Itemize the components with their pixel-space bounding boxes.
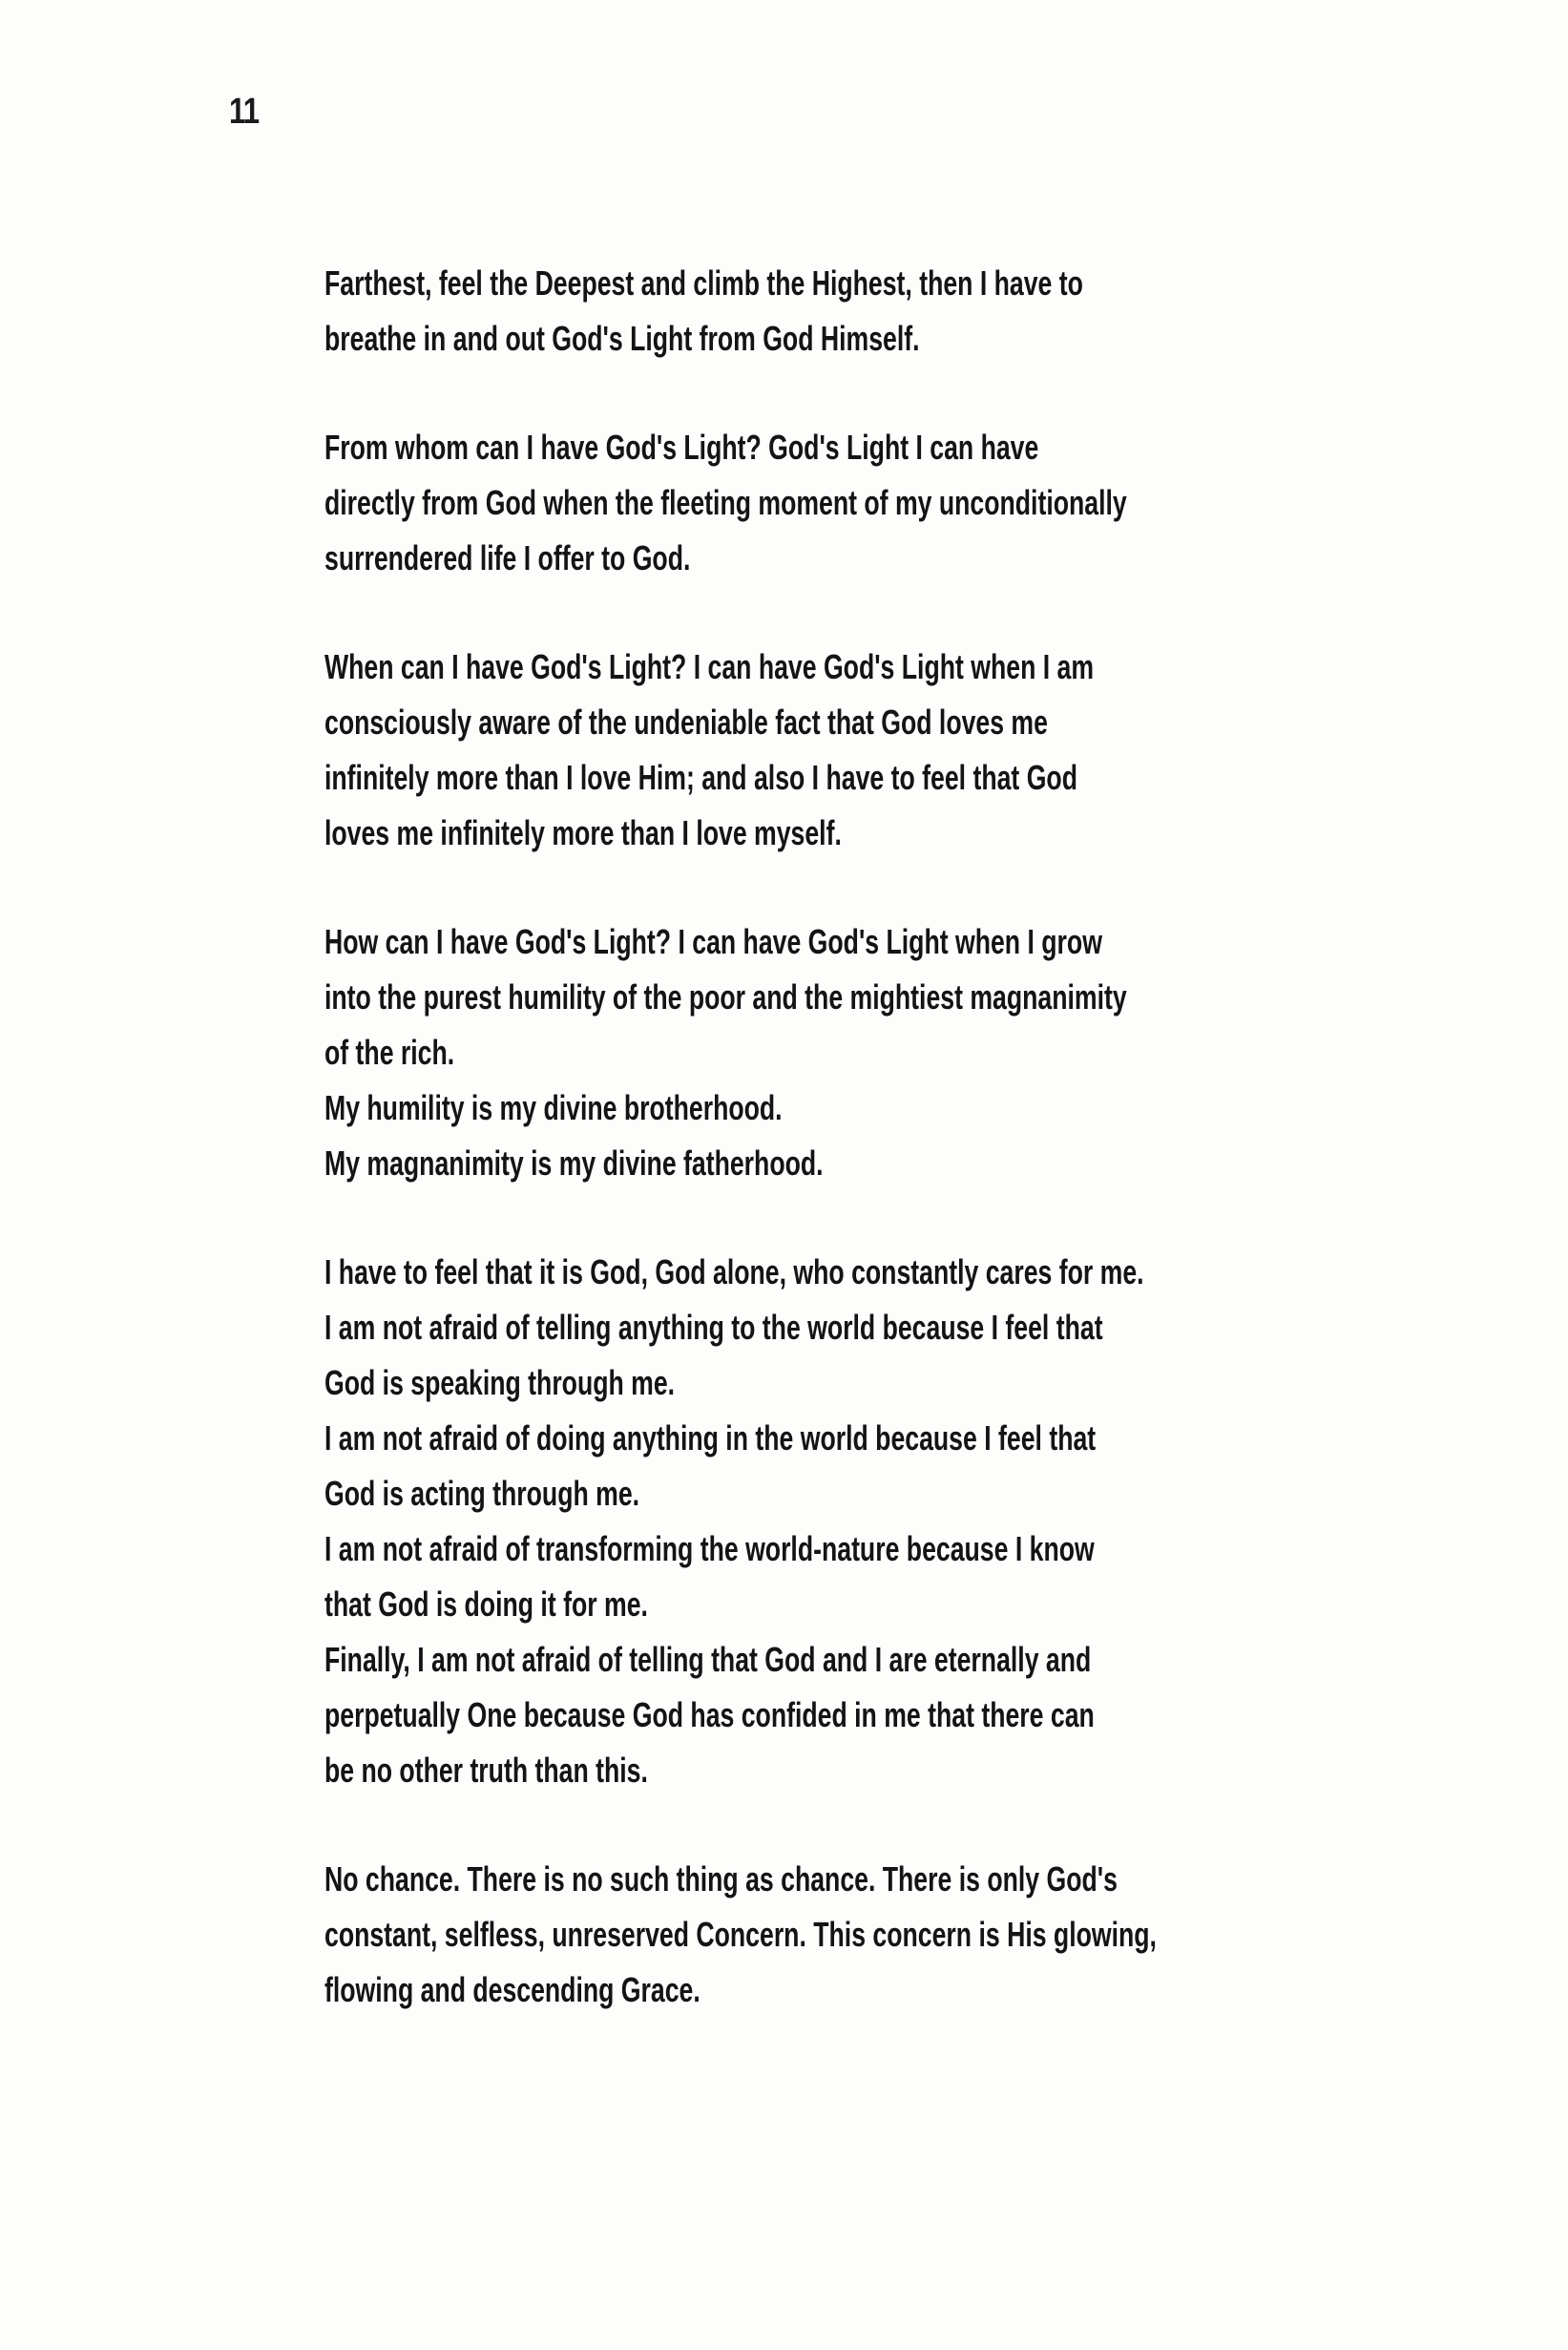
text-line: God is speaking through me.: [324, 1363, 676, 1402]
text-line: I am not afraid of transforming the world-nature because I know: [324, 1529, 1095, 1568]
text-line: When can I have God's Light? I can have God's Light when I am: [324, 647, 1095, 686]
text-line: I am not afraid of telling anything to the world because I feel that: [324, 1308, 1103, 1347]
text-line: No chance. There is no such thing as chance. There is only God's: [324, 1859, 1118, 1899]
text-line: God is acting through me.: [324, 1474, 640, 1513]
page-number: 11: [229, 92, 260, 132]
paragraph: [324, 1245, 1412, 1798]
text-line: loves me infinitely more than I love myself.: [324, 813, 842, 852]
text-line: constant, selfless, unreserved Concern. This concern is His glowing,: [324, 1915, 1157, 1954]
text-line: From whom can I have God's Light? God's Light I can have: [324, 428, 1039, 467]
text-line: flowing and descending Grace.: [324, 1970, 700, 2009]
text-line: directly from God when the fleeting moment of my unconditionally: [324, 483, 1127, 522]
text-line: I am not afraid of doing anything in the world because I feel that: [324, 1418, 1097, 1458]
text-line: I have to feel that it is God, God alone, who constantly cares for me.: [324, 1252, 1144, 1291]
body-text: [324, 256, 1412, 2071]
paragraph: [324, 640, 1412, 861]
text-line: My magnanimity is my divine fatherhood.: [324, 1144, 824, 1183]
text-line: that God is doing it for me.: [324, 1584, 648, 1624]
text-line: My humility is my divine brotherhood.: [324, 1088, 783, 1127]
text-line: into the purest humility of the poor and the mightiest magnanimity: [324, 977, 1127, 1017]
text-line: consciously aware of the undeniable fact that God loves me: [324, 703, 1048, 742]
paragraph: [324, 1852, 1412, 2018]
text-line: perpetually One because God has confided in me that there can: [324, 1695, 1095, 1734]
text-line: Farthest, feel the Deepest and climb the Highest, then I have to: [324, 263, 1083, 303]
text-line: surrendered life I offer to God.: [324, 538, 691, 577]
paragraph: [324, 914, 1412, 1191]
paragraph: [324, 420, 1412, 586]
text-line: be no other truth than this.: [324, 1751, 648, 1790]
text-line: of the rich.: [324, 1033, 455, 1072]
text-line: breathe in and out God's Light from God Himself.: [324, 319, 920, 358]
text-line: How can I have God's Light? I can have God's Light when I grow: [324, 922, 1102, 961]
text-line: Finally, I am not afraid of telling that God and I are eternally and: [324, 1640, 1092, 1679]
paragraph: [324, 256, 1412, 367]
text-line: infinitely more than I love Him; and also I have to feel that God: [324, 758, 1077, 797]
